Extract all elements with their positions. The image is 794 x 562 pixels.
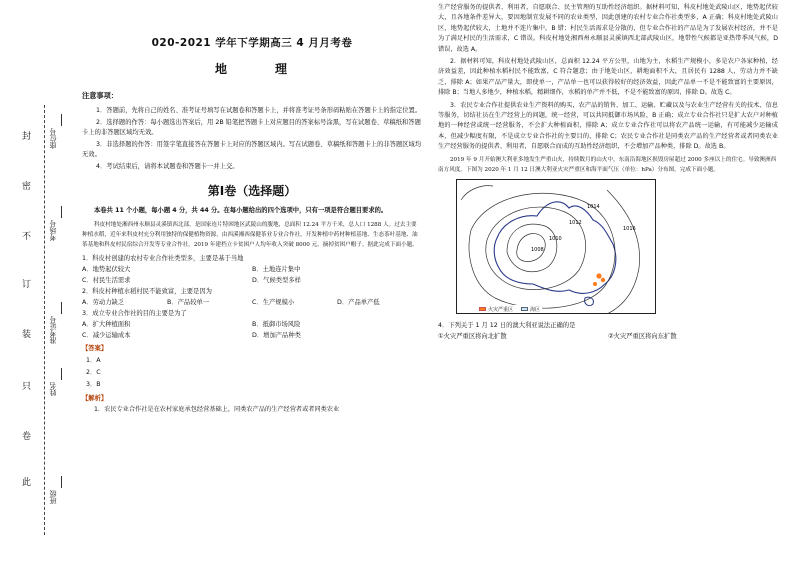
- option-d[interactable]: D．产品单产低: [337, 299, 380, 306]
- legend-item-fire: 火灾严重区: [479, 306, 513, 313]
- option-b[interactable]: B．抵御市场风险: [252, 321, 301, 328]
- field-room-number: 考场号: [50, 220, 68, 241]
- binding-margin: [0, 0, 78, 562]
- option-row: [82, 275, 422, 286]
- subject-title: 地 理: [214, 62, 305, 76]
- isobar-label: 1008: [531, 246, 544, 253]
- statement-2[interactable]: ②火灾严重区将向东扩散: [608, 332, 677, 340]
- exam-title: 020-2021 学年下学期高三 4 月月考卷: [151, 37, 353, 49]
- option-row: [82, 264, 422, 275]
- section-instruction: 本卷共 11 个小题，每小题 4 分，共 44 分。在每小题给出的四个选项中，只有一项是符合题目要求的。: [94, 207, 388, 214]
- question-4: [438, 320, 778, 342]
- option-c[interactable]: C．减少运输成本: [82, 332, 131, 339]
- question-2: [82, 286, 422, 308]
- seal-char: 不: [22, 232, 32, 242]
- seal-char: 此: [22, 478, 32, 488]
- answer-item: 1．A: [86, 357, 101, 364]
- australia-isobar-map: [457, 180, 656, 314]
- seal-dashed-line: [44, 105, 45, 535]
- question-stem: 3．成立专业合作社的目的主要是为了: [82, 310, 187, 317]
- option-a[interactable]: A．扩大种植面积: [82, 321, 131, 328]
- isobar-label: 1012: [569, 219, 582, 226]
- option-c[interactable]: C．村民生活需求: [82, 277, 131, 284]
- right-column: [438, 3, 778, 342]
- section-title: 第Ⅰ卷（选择题）: [207, 184, 297, 198]
- seal-char: 装: [22, 330, 32, 340]
- reading-passage: 2019 年 9 月开始澳大利亚多地发生严重山火，持续数月的山火中，东南沿海地区损毁房屋超过 2000 多座以上的住宅。导致澳洲西南方风度。下图为 2020 年 1 月 12 日澳大利亚火灾严重区和海平面气压（单位：hPa）分布图。完成下面小题。: [438, 156, 777, 173]
- seal-char: 封: [22, 132, 32, 142]
- statement-1[interactable]: ①火灾严重区将向北扩散: [438, 332, 507, 340]
- option-row: [82, 330, 422, 341]
- field-seat-number: 座位号: [50, 128, 68, 149]
- option-a[interactable]: A．地势起伏较大: [82, 266, 131, 273]
- map-legend: [477, 305, 542, 314]
- option-d[interactable]: D．气候类型多样: [252, 277, 301, 284]
- option-row: [82, 297, 422, 308]
- answer-item: 3．B: [86, 381, 101, 388]
- seal-char: 卷: [22, 432, 32, 442]
- analysis-paragraph: 3．农民专业合作社提供农业生产资料的购买，农产品的销售、加工、运输、贮藏以及与农业生产经营有关的技术、信息等服务，切结社员在生产经营上的问题，统一经营，可以共同抵御市场风险，B 正确；成立专业合作社只是扩大农户对种植地的一种经营或统一经营服务，不会扩大种植面积，排除 A；成立专业合作社可以将农产品统一运输，有可能减少运输成本，但减少幅度有限，不是成立专业合作社的主要目的，排除 C；农民专业合作社是同类农产品的生产经营者或者同类农业生产经营服务的提供者、利用者，自愿联合而成的互助性经济组织，不会增加产品种类，排除 D。故选 B。: [438, 101, 778, 151]
- field-name: 姓名: [50, 382, 68, 396]
- option-b[interactable]: B．产品较单一: [167, 299, 210, 306]
- option-a[interactable]: A．劳动力缺乏: [82, 299, 125, 306]
- notice-item: 1．答题前，先将自己的姓名、准考证号填写在试题卷和答题卡上，并将准考证号条形码粘贴在答题卡上的指定位置。: [96, 107, 422, 114]
- left-column: [82, 35, 422, 417]
- seal-char: 密: [22, 182, 32, 192]
- fire-zone: [593, 282, 597, 286]
- answer-item: 2．C: [86, 369, 101, 376]
- analysis-paragraph: 2．据材料可知，科皮村地处武陵山区，总面积 12.24 平方公里，山地为主，水稻生产规模小，多是农户各家种植，经济效益差，因此种植水稻村民不能致富，C 符合题意；由于地处山区，耕地面积不大，且居民有 1288 人，劳动力并不缺乏，排除 A；如果产品产量大，即使单一，产品单一也可以获得较好的经济效益，因此产品单一不是不能致富的主要原因，排除 B；当地人多地少，种植水稻，精耕细作，水稻的单产并不低，不是不能致富的原因，排除 D。故选 C。: [438, 58, 778, 97]
- student-info-fields: [50, 120, 74, 540]
- option-c[interactable]: C．生产规模小: [252, 299, 295, 306]
- notice-item: 3．非选择题的作答：用签字笔直接答在答题卡上对应的答题区域内。写在试题卷、草稿纸和答题卡上的非答题区域均无效。: [82, 141, 422, 158]
- question-stem: 4．下列关于 1 月 12 日的澳大利亚说法正确的是: [438, 321, 576, 329]
- isobar-label: 1014: [587, 203, 600, 210]
- analysis-label: 【解析】: [82, 395, 108, 402]
- question-stem: 1．科皮村创建的农村专业合作社类型多，主要是基于当地: [82, 255, 244, 262]
- legend-item-sea: 海区: [521, 306, 540, 313]
- isobar-map-figure: [456, 179, 656, 314]
- option-d[interactable]: D．增加产品种类: [252, 332, 301, 339]
- field-exam-id: 准考证号: [50, 316, 68, 344]
- answer-label: 【答案】: [82, 345, 108, 352]
- isobar-label: 1010: [549, 235, 562, 242]
- seal-char: 只: [22, 382, 32, 392]
- reading-passage: 科皮村地处湘西州永顺县灵溪镇西北部，是国家连片特困地区武陵山的腹地，总面积 12.24 平方千米，总人口 1288 人。过去主要种植水稻，近年来科皮村充分利用独特的保健植物资源，由西溪湘西保健茶业专业合作社，开发种植中药材种植基地、生态茶叶基地、油茶基地和科皮村民宿综合开发等专业合作社。2019 年建档立卡贫困户人均年收入突破 8000 元，摘掉贫困户帽子。据此完成下面小题。: [82, 222, 418, 248]
- notice-title: 注意事项：: [82, 91, 118, 100]
- notice-item: 2．选择题的作答：每小题选出答案后，用 2B 铅笔把答题卡上对应题目的答案标号涂黑，写在试题卷、草稿纸和答题卡上的非答题区域均无效。: [82, 119, 421, 136]
- isobar-label: 1016: [623, 225, 636, 232]
- option-b[interactable]: B．土地连片集中: [252, 266, 301, 273]
- sea-swatch-icon: [521, 307, 528, 311]
- seal-char: 订: [22, 280, 32, 290]
- analysis-paragraph: 生产经营服务的提供者、利用者，自愿联合、民主管理的互助性经济组织。据材料可知，科皮村地处武陵山区，地势起伏较大，且各地条件差异大，要因地制宜发展不同的农业类型，因此创建的农村专业合作社类型多，A 正确；科皮村地处武陵山区，地势起伏较大，土地并不连片集中，B 错；村民生活需求是分散的，但专业合作社的产品是为了发展农村经济，并不是为了满足村民的生活需求，C 错误。科皮村地处湘西州永顺县灵溪镇西北部武陵山区，地带性气候都是亚热带季风气候，D 错误，故选 A。: [438, 4, 778, 53]
- option-row: [438, 331, 778, 342]
- field-class: 班级: [50, 490, 68, 504]
- fire-swatch-icon: [479, 307, 486, 311]
- question-stem: 2．科皮村种植水稻村民不能致富，主要是因为: [82, 288, 212, 295]
- question-1: [82, 253, 422, 286]
- fire-zone: [596, 273, 601, 278]
- option-row: [82, 319, 422, 330]
- question-3: [82, 308, 422, 341]
- notice-item: 4．考试结束后，请将本试题卷和答题卡一并上交。: [96, 163, 239, 170]
- fire-zone: [601, 277, 605, 281]
- analysis-paragraph: 1．农民专业合作社是在农村家庭承包经营基础上，同类农产品的生产经营者或者同类农业: [94, 406, 340, 413]
